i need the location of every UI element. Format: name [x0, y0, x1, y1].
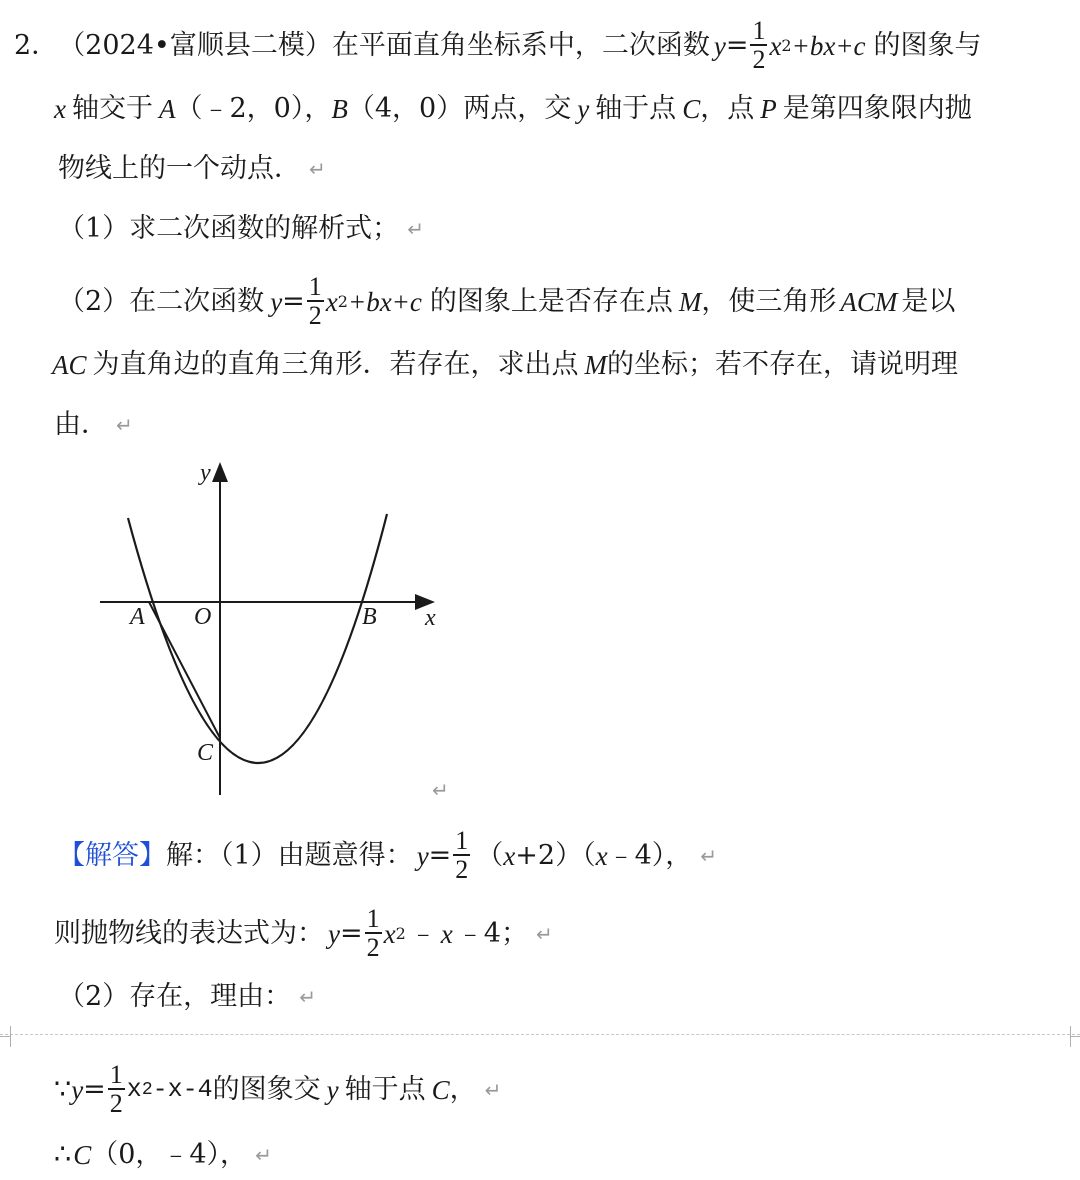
solution-text: 则抛物线的表达式为：: [54, 918, 324, 949]
expression-mono: x: [126, 1075, 142, 1104]
point-C: C: [682, 94, 701, 124]
problem-text: （﹣2，0），: [175, 93, 332, 124]
math-square: 2: [395, 924, 406, 943]
problem-line-1: [14, 18, 982, 74]
question-2: [58, 274, 955, 330]
triangle-ACM: ACM: [840, 287, 898, 317]
math-y: y: [71, 1075, 84, 1105]
math-eq: =: [339, 918, 363, 949]
question-2-text: 由．: [54, 409, 108, 440]
return-mark: ↵: [309, 157, 326, 181]
problem-text: 轴于点: [595, 93, 677, 124]
math-y: y: [577, 94, 590, 124]
math-x: x: [383, 919, 396, 949]
math-y: y: [416, 841, 429, 871]
math-y: y: [328, 919, 340, 949]
because-symbol: ∵: [54, 1074, 72, 1105]
solution-text: （: [476, 840, 504, 871]
solution-text: （2）存在，理由：: [58, 981, 292, 1012]
point-P: P: [760, 94, 777, 124]
math-x: x: [595, 841, 608, 871]
page-corner-mark: [0, 1036, 11, 1047]
solution-text: 解：（1）由题意得：: [166, 840, 413, 871]
point-M: M: [584, 350, 608, 380]
point-M: M: [678, 287, 702, 317]
return-mark: ↵: [407, 217, 424, 241]
problem-line-2: [54, 92, 972, 126]
parabola-figure: [80, 450, 480, 810]
answer-tag: 【解答】: [58, 840, 166, 871]
math-tail: +bx+c: [347, 287, 422, 317]
parabola-curve: [128, 514, 387, 763]
x-axis-label: x: [425, 605, 436, 631]
math-x: x: [440, 919, 453, 949]
problem-text: ，点: [700, 93, 755, 124]
question-2-text: （2）在二次函数: [58, 286, 265, 317]
problem-text: 物线上的一个动点．: [58, 153, 301, 184]
origin-label: O: [194, 604, 212, 630]
problem-text: （4，0）两点，交: [347, 93, 572, 124]
question-2-text: 为直角边的直角三角形．若存在，求出点: [92, 349, 579, 380]
solution-text: 的图象交: [212, 1074, 321, 1105]
problem-line-3: [58, 152, 326, 186]
problem-intro-end: 的图象与: [873, 30, 982, 61]
return-mark: ↵: [255, 1143, 272, 1167]
problem-text: 是第四象限内抛: [782, 93, 972, 124]
question-1: [58, 212, 424, 246]
point-C: C: [73, 1140, 92, 1170]
problem-text: 轴交于: [71, 93, 153, 124]
question-2-text: 的图象上是否存在点: [429, 286, 673, 317]
return-mark: ↵: [535, 922, 553, 946]
return-mark: ↵: [116, 413, 133, 437]
page-corner-mark: [1070, 1036, 1080, 1047]
math-x: x: [503, 841, 516, 871]
return-mark: ↵: [484, 1078, 502, 1102]
fraction-half: $\frac{1}{2}$: [455, 826, 469, 884]
solution-text: ﹣4；: [456, 918, 528, 949]
question-2-text: ，使三角形: [701, 286, 837, 317]
solution-text: （0，﹣4），: [91, 1139, 248, 1170]
expression-mono: -x-4: [152, 1075, 213, 1104]
math-tail: +bx+c: [791, 31, 866, 61]
question-2-text: 的坐标；若不存在，请说明理: [607, 349, 959, 380]
point-C-label: C: [197, 740, 214, 766]
question-1-text: （1）求二次函数的解析式；: [58, 213, 400, 244]
solution-line-4: [54, 1062, 501, 1118]
math-eq: =: [428, 840, 452, 871]
problem-intro: 在平面直角坐标系中，二次函数: [331, 30, 710, 61]
math-eq: =: [725, 30, 749, 61]
return-mark: ↵: [700, 844, 718, 868]
problem-number: 2．: [14, 30, 59, 61]
solution-line-2: [54, 906, 553, 962]
math-y: y: [713, 31, 726, 61]
fraction-half: $\frac{1}{2}$: [366, 904, 380, 962]
solution-text: +2）（: [515, 840, 596, 871]
solution-text: ﹣: [409, 918, 437, 949]
point-B-label: B: [362, 604, 377, 630]
point-B: B: [331, 94, 348, 124]
expression-mono: 2: [141, 1080, 153, 1100]
return-mark: ↵: [432, 778, 449, 802]
question-2-text: 是以: [901, 286, 956, 317]
math-y: y: [326, 1075, 339, 1105]
fraction-half: $\frac{1}{2}$: [308, 272, 322, 330]
solution-line-3: [58, 980, 316, 1014]
solution-text: 轴于点: [344, 1074, 426, 1105]
point-A: A: [158, 94, 176, 124]
math-eq: =: [83, 1074, 106, 1105]
fraction-half: $\frac{1}{2}$: [752, 16, 766, 74]
point-A-label: A: [130, 604, 145, 630]
math-x: x: [54, 94, 66, 124]
segment-AC: AC: [52, 350, 87, 380]
therefore-symbol: ∴: [54, 1139, 72, 1170]
math-x: x: [325, 287, 338, 317]
question-2-line-2: [52, 348, 958, 382]
solution-line-1: [58, 828, 717, 884]
math-square: 2: [781, 36, 792, 55]
problem-source: （2024•富顺县二模）: [58, 30, 332, 61]
math-y: y: [270, 287, 283, 317]
math-square: 2: [337, 292, 348, 311]
fraction-half: $\frac{1}{2}$: [109, 1060, 123, 1118]
math-x: x: [769, 31, 782, 61]
return-mark: ↵: [299, 985, 316, 1009]
y-axis-label: y: [200, 460, 211, 486]
math-eq: =: [282, 286, 305, 317]
point-C: C: [431, 1075, 450, 1105]
solution-line-5: [54, 1138, 272, 1172]
solution-text: ﹣4），: [607, 840, 693, 871]
question-2-line-3: [54, 408, 133, 442]
solution-text: ，: [449, 1074, 477, 1105]
page-break: [0, 1034, 1080, 1036]
